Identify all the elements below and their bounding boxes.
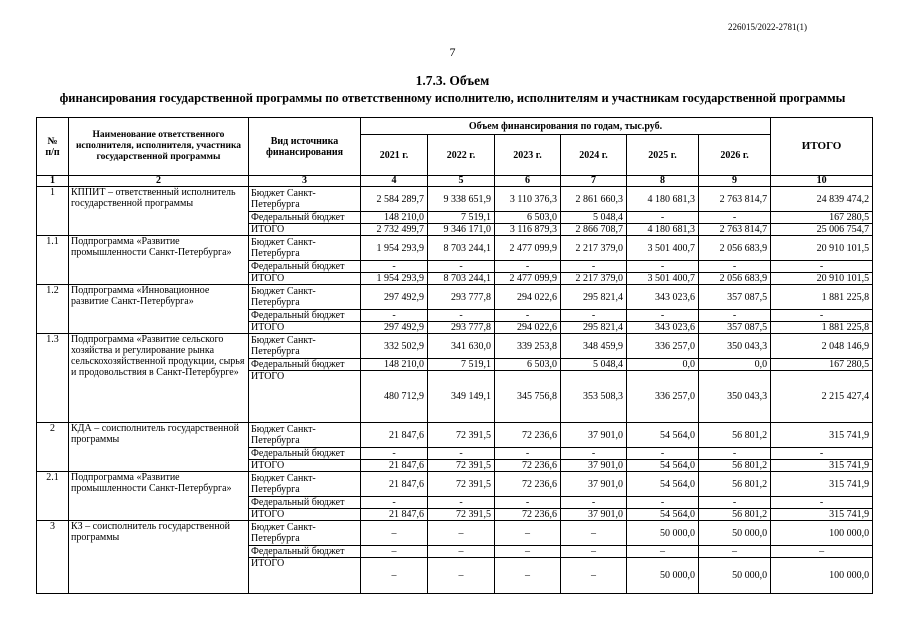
col-number: 3 <box>249 176 361 187</box>
col-number: 1 <box>37 176 69 187</box>
executor-name: КЗ – соисполнитель государственной программы <box>69 521 249 594</box>
year-value: – <box>361 546 428 558</box>
year-value: 349 149,1 <box>428 371 495 423</box>
header-year: 2021 г. <box>361 135 428 176</box>
row-number: 3 <box>37 521 69 594</box>
year-value: 480 712,9 <box>361 371 428 423</box>
funding-source: ИТОГО <box>249 322 361 334</box>
executor-name: Подпрограмма «Развитие сельского хозяйства и регулирование рынка сельскохозяйственной продукции, сырья и продовольствия в Санкт-Петербурге» <box>69 334 249 423</box>
funding-source: Бюджет Санкт-Петербурга <box>249 472 361 497</box>
financing-table <box>36 117 873 594</box>
header-name: Наименование ответственного исполнителя, исполнителя, участника государственной программы <box>69 118 249 176</box>
year-value: 2 584 289,7 <box>361 187 428 212</box>
year-value: 21 847,6 <box>361 460 428 472</box>
year-value: 3 110 376,3 <box>495 187 561 212</box>
year-value: - <box>699 261 771 273</box>
funding-source: ИТОГО <box>249 273 361 285</box>
year-value: 8 703 244,1 <box>428 273 495 285</box>
document-number: 226015/2022-2781(1) <box>728 22 807 32</box>
year-value: 56 801,2 <box>699 509 771 521</box>
year-value: 56 801,2 <box>699 423 771 448</box>
year-value: 21 847,6 <box>361 509 428 521</box>
funding-source: ИТОГО <box>249 224 361 236</box>
total-value: – <box>771 546 873 558</box>
year-value: 345 756,8 <box>495 371 561 423</box>
year-value: 72 391,5 <box>428 460 495 472</box>
funding-source: Бюджет Санкт-Петербурга <box>249 423 361 448</box>
header-year: 2022 г. <box>428 135 495 176</box>
year-value: - <box>428 448 495 460</box>
funding-source: Бюджет Санкт-Петербурга <box>249 285 361 310</box>
section-title: 1.7.3. Объем <box>415 73 490 88</box>
funding-source: Федеральный бюджет <box>249 310 361 322</box>
total-value: 100 000,0 <box>771 521 873 546</box>
funding-source: Федеральный бюджет <box>249 359 361 371</box>
year-value: 37 901,0 <box>561 509 627 521</box>
year-value: - <box>361 497 428 509</box>
total-value: 167 280,5 <box>771 359 873 371</box>
total-value: 167 280,5 <box>771 212 873 224</box>
funding-source: ИТОГО <box>249 509 361 521</box>
year-value: - <box>627 212 699 224</box>
executor-name: КППИТ – ответственный исполнитель государственной программы <box>69 187 249 236</box>
funding-source: Бюджет Санкт-Петербурга <box>249 187 361 212</box>
funding-source: Федеральный бюджет <box>249 448 361 460</box>
year-value: 295 821,4 <box>561 285 627 310</box>
total-value: 20 910 101,5 <box>771 273 873 285</box>
year-value: - <box>361 261 428 273</box>
total-value: 1 881 225,8 <box>771 322 873 334</box>
total-value: - <box>771 448 873 460</box>
funding-source: Федеральный бюджет <box>249 546 361 558</box>
year-value: 72 236,6 <box>495 509 561 521</box>
year-value: 2 861 660,3 <box>561 187 627 212</box>
year-value: 2 477 099,9 <box>495 273 561 285</box>
year-value: 2 763 814,7 <box>699 187 771 212</box>
year-value: - <box>361 310 428 322</box>
total-value: - <box>771 310 873 322</box>
total-value: 100 000,0 <box>771 558 873 594</box>
section-subtitle: финансирования государственной программы по ответственному исполнителю, исполнителям и участникам государственной программы <box>59 91 846 105</box>
year-value: - <box>561 261 627 273</box>
row-number: 1.2 <box>37 285 69 334</box>
year-value: – <box>495 558 561 594</box>
year-value: 3 501 400,7 <box>627 236 699 261</box>
year-value: 9 338 651,9 <box>428 187 495 212</box>
year-value: – <box>495 521 561 546</box>
year-value: 54 564,0 <box>627 472 699 497</box>
year-value: 2 056 683,9 <box>699 236 771 261</box>
year-value: – <box>699 546 771 558</box>
funding-source: Бюджет Санкт-Петербурга <box>249 334 361 359</box>
year-value: - <box>495 261 561 273</box>
year-value: 72 236,6 <box>495 460 561 472</box>
year-value: 37 901,0 <box>561 472 627 497</box>
year-value: 348 459,9 <box>561 334 627 359</box>
table-row <box>37 236 873 261</box>
year-value: 2 477 099,9 <box>495 236 561 261</box>
year-value: - <box>627 310 699 322</box>
table-body <box>37 187 873 594</box>
table-row <box>37 472 873 497</box>
row-number: 1 <box>37 187 69 236</box>
year-value: 297 492,9 <box>361 322 428 334</box>
table-row <box>37 285 873 310</box>
year-value: - <box>699 448 771 460</box>
funding-source: Федеральный бюджет <box>249 261 361 273</box>
header-year: 2024 г. <box>561 135 627 176</box>
year-value: 2 866 708,7 <box>561 224 627 236</box>
row-number: 2.1 <box>37 472 69 521</box>
header-years-group: Объем финансирования по годам, тыс.руб. <box>361 118 771 135</box>
year-value: - <box>561 497 627 509</box>
table-row <box>37 521 873 546</box>
year-value: 56 801,2 <box>699 460 771 472</box>
year-value: - <box>361 448 428 460</box>
table-row <box>37 187 873 212</box>
year-value: 0,0 <box>627 359 699 371</box>
funding-source: ИТОГО <box>249 371 361 423</box>
total-value: 25 006 754,7 <box>771 224 873 236</box>
year-value: 336 257,0 <box>627 334 699 359</box>
header-year: 2025 г. <box>627 135 699 176</box>
year-value: 5 048,4 <box>561 212 627 224</box>
year-value: 2 763 814,7 <box>699 224 771 236</box>
year-value: 72 391,5 <box>428 472 495 497</box>
year-value: – <box>561 558 627 594</box>
year-value: 4 180 681,3 <box>627 224 699 236</box>
col-number: 2 <box>69 176 249 187</box>
year-value: 2 217 379,0 <box>561 236 627 261</box>
funding-source: Федеральный бюджет <box>249 497 361 509</box>
year-value: – <box>361 521 428 546</box>
year-value: 50 000,0 <box>699 558 771 594</box>
executor-name: Подпрограмма «Развитие промышленности Санкт-Петербурга» <box>69 236 249 285</box>
col-number: 8 <box>627 176 699 187</box>
year-value: 341 630,0 <box>428 334 495 359</box>
table-row <box>37 334 873 359</box>
year-value: 54 564,0 <box>627 509 699 521</box>
total-value: - <box>771 261 873 273</box>
year-value: 37 901,0 <box>561 423 627 448</box>
year-value: - <box>495 497 561 509</box>
year-value: 50 000,0 <box>699 521 771 546</box>
total-value: 2 215 427,4 <box>771 371 873 423</box>
total-value: 315 741,9 <box>771 509 873 521</box>
year-value: 72 236,6 <box>495 472 561 497</box>
col-number: 6 <box>495 176 561 187</box>
year-value: 294 022,6 <box>495 285 561 310</box>
col-number: 5 <box>428 176 495 187</box>
year-value: 4 180 681,3 <box>627 187 699 212</box>
year-value: - <box>699 497 771 509</box>
year-value: – <box>428 558 495 594</box>
header-source: Вид источника финансирования <box>249 118 361 176</box>
year-value: 2 217 379,0 <box>561 273 627 285</box>
year-value: 295 821,4 <box>561 322 627 334</box>
header-total: ИТОГО <box>771 118 873 176</box>
year-value: 6 503,0 <box>495 212 561 224</box>
year-value: - <box>428 310 495 322</box>
funding-source: ИТОГО <box>249 558 361 594</box>
year-value: - <box>428 497 495 509</box>
year-value: – <box>428 521 495 546</box>
funding-source: Бюджет Санкт-Петербурга <box>249 236 361 261</box>
row-number: 1.1 <box>37 236 69 285</box>
year-value: 332 502,9 <box>361 334 428 359</box>
year-value: – <box>627 546 699 558</box>
year-value: - <box>699 212 771 224</box>
col-number: 10 <box>771 176 873 187</box>
year-value: - <box>699 310 771 322</box>
total-value: 2 048 146,9 <box>771 334 873 359</box>
year-value: - <box>495 448 561 460</box>
year-value: 343 023,6 <box>627 322 699 334</box>
header-num: № п/п <box>37 118 69 176</box>
funding-source: Бюджет Санкт-Петербурга <box>249 521 361 546</box>
year-value: 357 087,5 <box>699 322 771 334</box>
year-value: 336 257,0 <box>627 371 699 423</box>
col-number: 4 <box>361 176 428 187</box>
year-value: 56 801,2 <box>699 472 771 497</box>
year-value: 3 501 400,7 <box>627 273 699 285</box>
year-value: 0,0 <box>699 359 771 371</box>
year-value: 5 048,4 <box>561 359 627 371</box>
year-value: 2 056 683,9 <box>699 273 771 285</box>
total-value: 315 741,9 <box>771 460 873 472</box>
year-value: 7 519,1 <box>428 359 495 371</box>
header-year: 2023 г. <box>495 135 561 176</box>
funding-source: Федеральный бюджет <box>249 212 361 224</box>
year-value: 353 508,3 <box>561 371 627 423</box>
executor-name: Подпрограмма «Инновационное развитие Санкт-Петербурга» <box>69 285 249 334</box>
year-value: 9 346 171,0 <box>428 224 495 236</box>
year-value: 293 777,8 <box>428 322 495 334</box>
year-value: 2 732 499,7 <box>361 224 428 236</box>
row-number: 1.3 <box>37 334 69 423</box>
year-value: 8 703 244,1 <box>428 236 495 261</box>
executor-name: КДА – соисполнитель государственной программы <box>69 423 249 472</box>
year-value: 37 901,0 <box>561 460 627 472</box>
year-value: 350 043,3 <box>699 334 771 359</box>
year-value: 50 000,0 <box>627 521 699 546</box>
year-value: 7 519,1 <box>428 212 495 224</box>
col-number: 9 <box>699 176 771 187</box>
row-number: 2 <box>37 423 69 472</box>
total-value: 315 741,9 <box>771 423 873 448</box>
year-value: - <box>627 448 699 460</box>
year-value: 350 043,3 <box>699 371 771 423</box>
year-value: - <box>627 497 699 509</box>
year-value: 1 954 293,9 <box>361 273 428 285</box>
year-value: – <box>561 546 627 558</box>
col-number: 7 <box>561 176 627 187</box>
funding-source: ИТОГО <box>249 460 361 472</box>
year-value: 54 564,0 <box>627 423 699 448</box>
header-year: 2026 г. <box>699 135 771 176</box>
year-value: 72 391,5 <box>428 509 495 521</box>
year-value: 343 023,6 <box>627 285 699 310</box>
year-value: 21 847,6 <box>361 472 428 497</box>
year-value: – <box>428 546 495 558</box>
year-value: - <box>428 261 495 273</box>
year-value: – <box>361 558 428 594</box>
total-value: - <box>771 497 873 509</box>
year-value: 6 503,0 <box>495 359 561 371</box>
year-value: - <box>627 261 699 273</box>
year-value: - <box>561 310 627 322</box>
year-value: 50 000,0 <box>627 558 699 594</box>
total-value: 1 881 225,8 <box>771 285 873 310</box>
total-value: 20 910 101,5 <box>771 236 873 261</box>
year-value: 21 847,6 <box>361 423 428 448</box>
year-value: 297 492,9 <box>361 285 428 310</box>
executor-name: Подпрограмма «Развитие промышленности Санкт-Петербурга» <box>69 472 249 521</box>
year-value: 148 210,0 <box>361 212 428 224</box>
year-value: 357 087,5 <box>699 285 771 310</box>
year-value: 72 391,5 <box>428 423 495 448</box>
page-number: 7 <box>449 45 456 59</box>
year-value: 293 777,8 <box>428 285 495 310</box>
year-value: – <box>561 521 627 546</box>
year-value: 1 954 293,9 <box>361 236 428 261</box>
year-value: 148 210,0 <box>361 359 428 371</box>
year-value: - <box>561 448 627 460</box>
year-value: 54 564,0 <box>627 460 699 472</box>
table-row <box>37 423 873 448</box>
year-value: – <box>495 546 561 558</box>
year-value: - <box>495 310 561 322</box>
year-value: 3 116 879,3 <box>495 224 561 236</box>
year-value: 294 022,6 <box>495 322 561 334</box>
year-value: 72 236,6 <box>495 423 561 448</box>
total-value: 24 839 474,2 <box>771 187 873 212</box>
year-value: 339 253,8 <box>495 334 561 359</box>
total-value: 315 741,9 <box>771 472 873 497</box>
